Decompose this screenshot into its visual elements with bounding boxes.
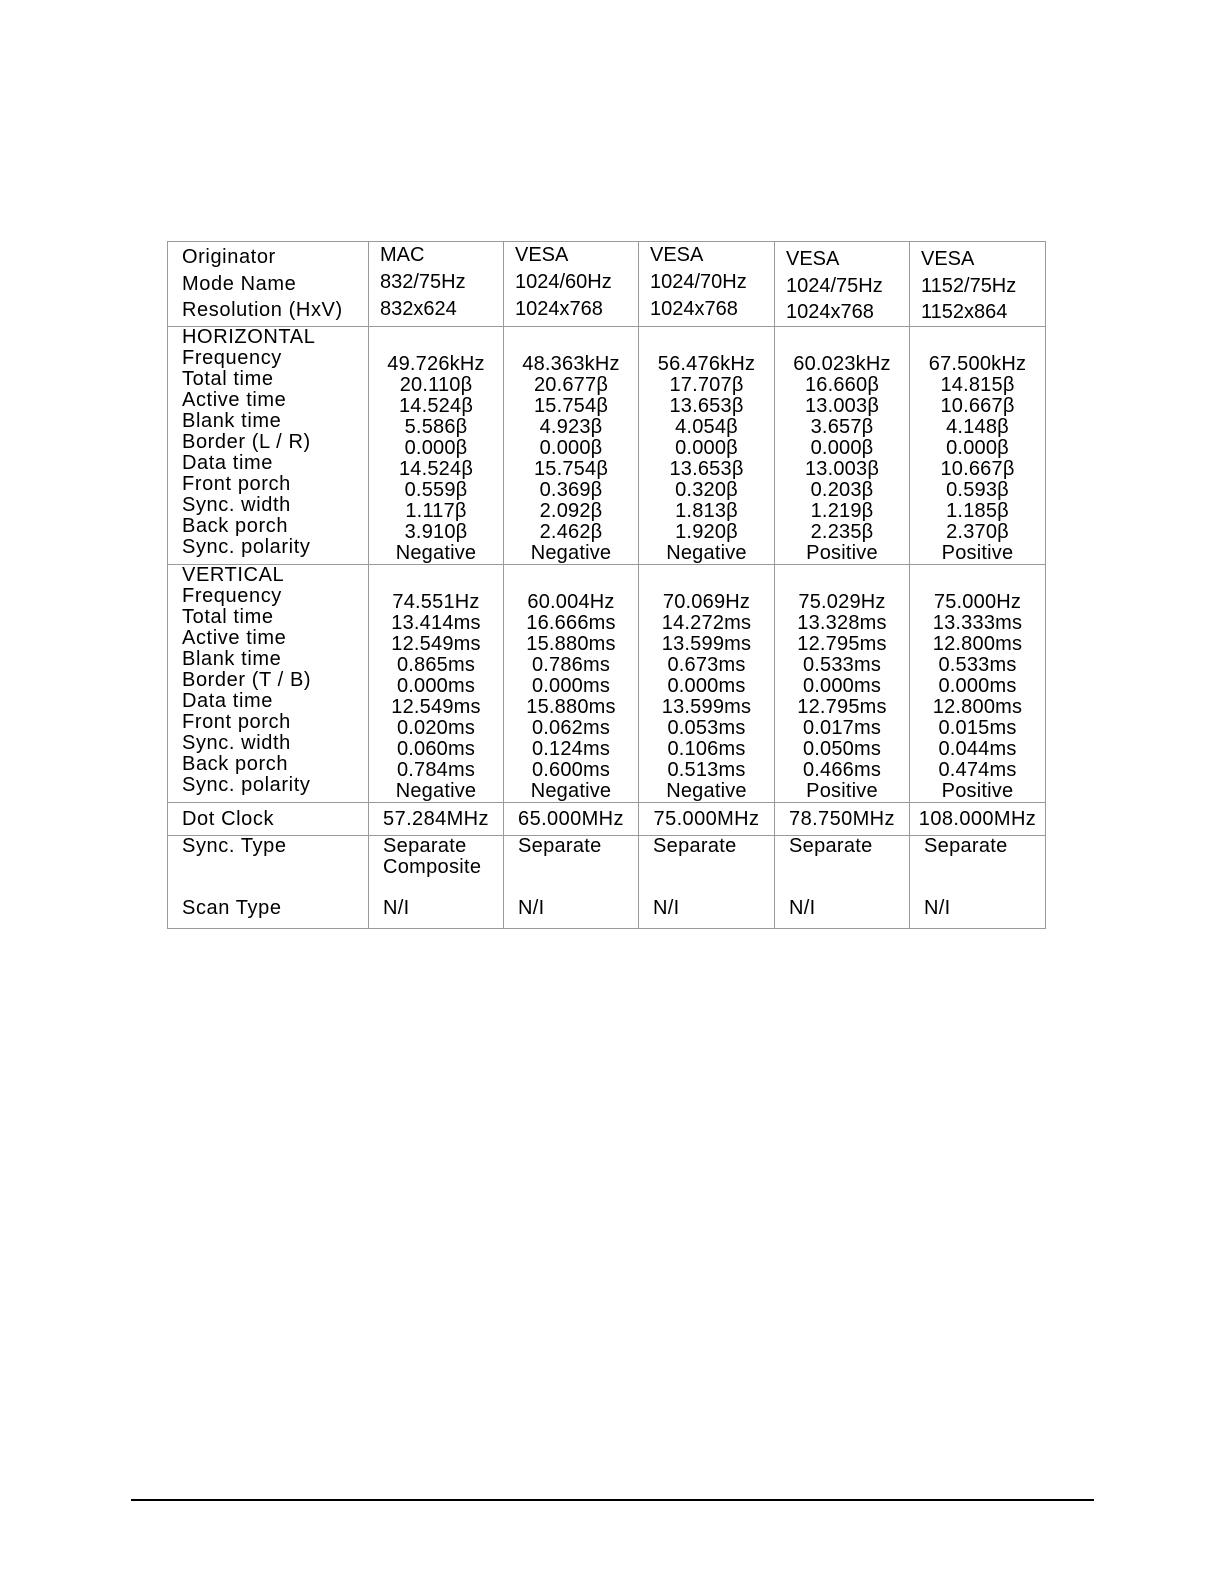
param-label: Data time xyxy=(182,689,273,712)
param-label: Active time xyxy=(182,626,287,649)
horizontal-value: 13.003β xyxy=(804,457,880,480)
horizontal-value: 14.524β xyxy=(398,457,474,480)
vertical-value: 0.000ms xyxy=(938,674,1017,697)
param-label: Sync. polarity xyxy=(182,773,311,796)
horizontal-value: 0.559β xyxy=(404,478,468,501)
vertical-value: 13.599ms xyxy=(661,632,752,655)
horizontal-value: 2.462β xyxy=(539,520,603,543)
horizontal-value: 15.754β xyxy=(533,394,609,417)
dot-clock-value: 78.750MHz xyxy=(789,807,895,830)
vertical-value: 0.050ms xyxy=(802,737,882,760)
param-label: Frequency xyxy=(182,346,282,369)
dot-clock-value: 65.000MHz xyxy=(518,807,624,830)
mode-resolution: 1024x768 xyxy=(650,298,738,320)
mode-name: 1024/75Hz xyxy=(786,274,883,297)
param-label: Border (T / B) xyxy=(182,668,312,691)
horizontal-labels xyxy=(168,327,368,558)
horizontal-value: 56.476kHz xyxy=(657,352,756,375)
horizontal-value: 2.235β xyxy=(810,520,874,543)
param-label: Frequency xyxy=(182,584,282,607)
mode-originator: VESA xyxy=(650,244,704,266)
mode-header-cell xyxy=(639,242,775,327)
mode-header-cell xyxy=(775,242,910,327)
horizontal-value: 13.653β xyxy=(669,394,744,417)
scan-type-value: N/I xyxy=(518,896,545,919)
dot-clock-value: 108.000MHz xyxy=(918,807,1037,830)
vertical-value: 16.666ms xyxy=(526,611,616,634)
horizontal-value: 4.148β xyxy=(946,415,1009,438)
horizontal-value: 5.586β xyxy=(404,415,468,438)
dot-clock-cell xyxy=(910,802,1046,835)
horizontal-value: 4.054β xyxy=(675,415,738,438)
scan-type-label: Scan Type xyxy=(182,896,282,919)
vertical-value: 0.015ms xyxy=(938,716,1017,739)
mode-header-cell xyxy=(910,242,1046,327)
vertical-labels xyxy=(168,565,368,796)
vertical-value: 12.549ms xyxy=(391,695,481,718)
dot-clock-cell xyxy=(369,802,504,835)
dot-clock-cell xyxy=(504,802,639,835)
sync-scan-cell xyxy=(775,835,910,928)
vertical-value: 12.795ms xyxy=(797,632,887,655)
horizontal-value: 15.754β xyxy=(533,457,609,480)
mode-header-cell xyxy=(369,242,504,327)
sync-scan-cell xyxy=(639,835,775,928)
horizontal-value: 1.185β xyxy=(946,499,1009,522)
horizontal-value: 14.524β xyxy=(398,394,474,417)
vertical-value: 0.020ms xyxy=(396,716,476,739)
vertical-value: 0.000ms xyxy=(667,674,746,697)
param-label: Blank time xyxy=(182,647,282,670)
mode-originator: VESA xyxy=(515,244,569,266)
scan-type-value: N/I xyxy=(383,896,410,919)
dot-clock-value: 75.000MHz xyxy=(653,807,760,830)
footer-rule xyxy=(131,1499,1094,1501)
vertical-value: 0.474ms xyxy=(938,758,1017,781)
param-label: Front porch xyxy=(182,472,291,495)
vertical-value: 14.272ms xyxy=(661,611,752,634)
vertical-value: 0.053ms xyxy=(667,716,746,739)
mode-name: 1024/70Hz xyxy=(650,271,747,293)
horizontal-value: 0.000β xyxy=(539,436,603,459)
vertical-value: 15.880ms xyxy=(526,695,616,718)
video-timing-table xyxy=(167,241,1046,929)
vertical-value: 0.533ms xyxy=(802,653,882,676)
horizontal-values-cell xyxy=(910,326,1046,564)
horizontal-values-cell xyxy=(775,326,910,564)
vertical-value: 0.600ms xyxy=(531,758,611,781)
header-row xyxy=(168,242,1046,327)
horizontal-values-cell xyxy=(369,326,504,564)
sync-scan-label-cell xyxy=(168,835,369,928)
param-label: Data time xyxy=(182,451,273,474)
horizontal-values-cell xyxy=(639,326,775,564)
sync-type-value: Separate xyxy=(383,834,467,857)
mode-originator: VESA xyxy=(921,248,975,270)
param-label: Back porch xyxy=(182,514,289,537)
param-label: Sync. width xyxy=(182,493,291,516)
vertical-labels-cell xyxy=(168,564,369,802)
horizontal-value: 14.815β xyxy=(940,373,1015,396)
param-label: Blank time xyxy=(182,409,282,432)
horizontal-value: 1.813β xyxy=(675,499,738,522)
horizontal-value: 10.667β xyxy=(940,394,1015,417)
horizontal-value: Positive xyxy=(806,541,878,564)
horizontal-value: 10.667β xyxy=(940,457,1015,480)
mode-header-cell xyxy=(504,242,639,327)
vertical-value: 0.062ms xyxy=(531,716,611,739)
vertical-value: 12.549ms xyxy=(391,632,481,655)
vertical-values-cell xyxy=(639,564,775,802)
param-label: Active time xyxy=(182,388,287,411)
horizontal-value: 20.677β xyxy=(533,373,609,396)
vertical-value: 0.466ms xyxy=(802,758,882,781)
vertical-values-cell xyxy=(910,564,1046,802)
vertical-value: 0.784ms xyxy=(396,758,476,781)
section-title: VERTICAL xyxy=(182,563,285,586)
horizontal-value: 17.707β xyxy=(669,373,744,396)
horizontal-value: 0.000β xyxy=(946,436,1009,459)
horizontal-value: 0.000β xyxy=(810,436,874,459)
sync-type-value: Separate xyxy=(518,834,602,857)
vertical-value: 0.000ms xyxy=(531,674,611,697)
mode-originator: VESA xyxy=(786,248,840,270)
sync-type-value: Separate xyxy=(924,834,1008,857)
sync-type-value: Separate xyxy=(653,834,737,857)
horizontal-value: 1.920β xyxy=(675,520,738,543)
param-label: Border (L / R) xyxy=(182,430,311,453)
vertical-value: 15.880ms xyxy=(526,632,616,655)
vertical-value: Positive xyxy=(941,779,1014,802)
vertical-value: 13.414ms xyxy=(391,611,481,634)
resolution-label: Resolution (HxV) xyxy=(182,299,343,321)
vertical-value: 12.795ms xyxy=(797,695,887,718)
horizontal-value: 0.369β xyxy=(539,478,603,501)
horizontal-value: 60.023kHz xyxy=(793,352,891,375)
mode-name-label: Mode Name xyxy=(182,272,297,295)
vertical-value: 0.017ms xyxy=(802,716,882,739)
mode-resolution: 1024x768 xyxy=(515,298,603,320)
horizontal-value: 1.117β xyxy=(405,499,467,522)
horizontal-value: 48.363kHz xyxy=(522,352,620,375)
horizontal-value: Negative xyxy=(666,541,747,564)
mode-originator: MAC xyxy=(380,244,425,266)
dot-clock-label: Dot Clock xyxy=(182,807,275,830)
vertical-value: 75.000Hz xyxy=(933,590,1022,613)
horizontal-value: 0.000β xyxy=(404,436,468,459)
horizontal-value: 49.726kHz xyxy=(387,352,485,375)
horizontal-value: 2.092β xyxy=(539,499,603,522)
vertical-value: 74.551Hz xyxy=(392,590,480,613)
dot-clock-row xyxy=(168,802,1046,835)
section-title: HORIZONTAL xyxy=(182,325,316,348)
dot-clock-cell xyxy=(639,802,775,835)
vertical-value: 0.060ms xyxy=(396,737,476,760)
param-label: Front porch xyxy=(182,710,291,733)
sync-scan-cell xyxy=(504,835,639,928)
vertical-value: 0.124ms xyxy=(531,737,611,760)
vertical-value: 0.106ms xyxy=(667,737,746,760)
scan-type-value: N/I xyxy=(653,896,680,919)
vertical-value: 60.004Hz xyxy=(527,590,615,613)
horizontal-value: 13.003β xyxy=(804,394,880,417)
vertical-value: 0.000ms xyxy=(802,674,882,697)
mode-name: 1024/60Hz xyxy=(515,271,612,293)
mode-name: 832/75Hz xyxy=(380,271,466,293)
vertical-value: 0.044ms xyxy=(938,737,1017,760)
param-label: Total time xyxy=(182,605,274,628)
horizontal-values-cell xyxy=(504,326,639,564)
horizontal-value: 2.370β xyxy=(946,520,1009,543)
vertical-value: 13.599ms xyxy=(661,695,752,718)
vertical-value: 0.000ms xyxy=(396,674,476,697)
horizontal-value: Negative xyxy=(530,541,612,564)
vertical-value: 12.800ms xyxy=(932,632,1023,655)
sync-scan-cell xyxy=(910,835,1046,928)
sync-type-value-2: Composite xyxy=(383,855,482,878)
param-label: Total time xyxy=(182,367,274,390)
horizontal-section xyxy=(168,326,1046,564)
horizontal-value: 13.653β xyxy=(669,457,744,480)
mode-name: 1152/75Hz xyxy=(921,274,1017,297)
horizontal-value: 0.593β xyxy=(946,478,1009,501)
vertical-value: 70.069Hz xyxy=(662,590,751,613)
vertical-value: Positive xyxy=(806,779,878,802)
horizontal-value: Negative xyxy=(395,541,477,564)
horizontal-value: 0.000β xyxy=(675,436,738,459)
param-label: Back porch xyxy=(182,752,289,775)
vertical-value: 13.333ms xyxy=(932,611,1023,634)
mode-resolution: 1152x864 xyxy=(921,301,1008,323)
vertical-value: 75.029Hz xyxy=(798,590,886,613)
scan-type-value: N/I xyxy=(924,896,951,919)
param-label: Sync. polarity xyxy=(182,535,311,558)
vertical-section xyxy=(168,564,1046,802)
vertical-value: 0.786ms xyxy=(531,653,611,676)
vertical-value: 0.865ms xyxy=(396,653,476,676)
mode-resolution: 1024x768 xyxy=(786,301,874,323)
dot-clock-cell xyxy=(775,802,910,835)
sync-type-value: Separate xyxy=(789,834,873,857)
sync-type-label: Sync. Type xyxy=(182,834,287,857)
sync-scan-cell xyxy=(369,835,504,928)
vertical-value: Negative xyxy=(530,779,612,802)
originator-label: Originator xyxy=(182,246,276,268)
vertical-value: Negative xyxy=(666,779,747,802)
horizontal-value: 16.660β xyxy=(804,373,880,396)
vertical-values-cell xyxy=(504,564,639,802)
vertical-value: 0.533ms xyxy=(938,653,1017,676)
vertical-value: 0.513ms xyxy=(667,758,746,781)
vertical-value: 0.673ms xyxy=(667,653,746,676)
sync-scan-row xyxy=(168,835,1046,928)
horizontal-value: 67.500kHz xyxy=(928,352,1027,375)
scan-type-value: N/I xyxy=(789,896,816,919)
param-label: Sync. width xyxy=(182,731,291,754)
horizontal-value: 20.110β xyxy=(399,373,473,396)
mode-resolution: 832x624 xyxy=(380,298,457,320)
horizontal-value: Positive xyxy=(941,541,1014,564)
dot-clock-value: 57.284MHz xyxy=(383,807,489,830)
dot-clock-label-cell xyxy=(168,802,369,835)
vertical-values-cell xyxy=(775,564,910,802)
horizontal-value: 0.203β xyxy=(810,478,874,501)
horizontal-value: 4.923β xyxy=(539,415,603,438)
horizontal-value: 1.219β xyxy=(810,499,874,522)
horizontal-value: 3.910β xyxy=(404,520,468,543)
vertical-value: 13.328ms xyxy=(797,611,887,634)
horizontal-labels-cell xyxy=(168,326,369,564)
vertical-values-cell xyxy=(369,564,504,802)
vertical-value: 12.800ms xyxy=(932,695,1023,718)
horizontal-value: 3.657β xyxy=(810,415,874,438)
header-label-cell xyxy=(168,242,369,327)
vertical-value: Negative xyxy=(395,779,477,802)
horizontal-value: 0.320β xyxy=(675,478,738,501)
